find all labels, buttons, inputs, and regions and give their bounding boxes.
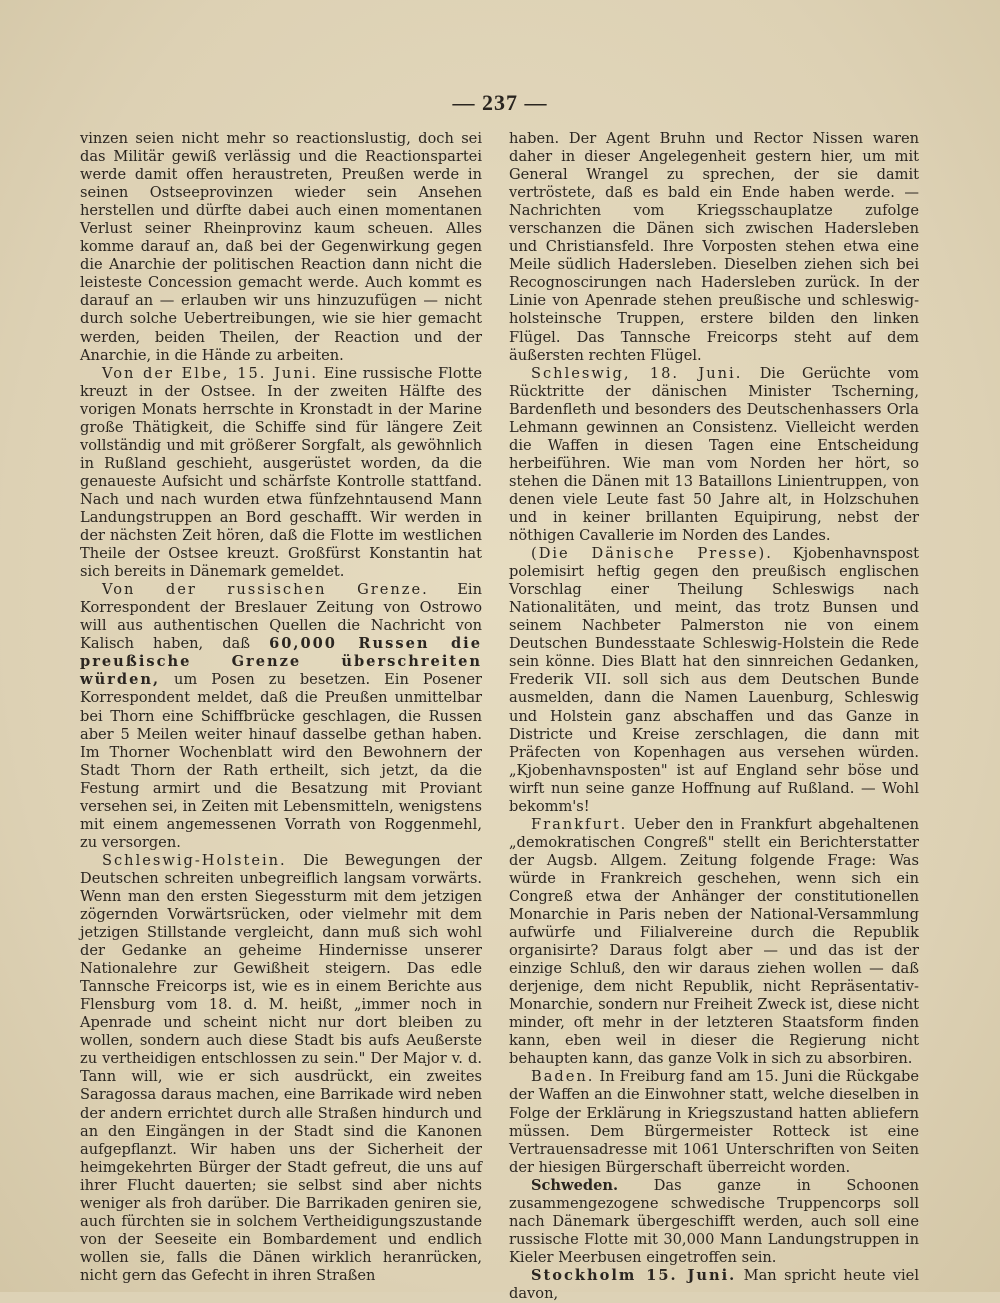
- page-number: — 237 —: [452, 90, 548, 115]
- dateline: Schleswig, 18. Juni.: [531, 364, 743, 382]
- dateline: Stockholm 15. Juni.: [531, 1266, 737, 1284]
- dateline: Von der Elbe, 15. Juni.: [102, 364, 319, 382]
- dateline: Von der russischen Grenze.: [102, 581, 429, 599]
- article-paragraph: Frankfurt. Ueber den in Frankfurt abgehaltenen „demokratischen Congreß" stellt ein Berichterstatter der Augsb. Allgem. Zeitung folgende Frage: Was würde in Frankreich geschehen, wenn sich ein Congreß etwa der Anhänger der constitutionellen Monarchie in Paris neben der National-Versammlung aufwürfe und Filialvereine durch die Republik organisirte? Daraus folgt aber — und das ist der einzige Schluß, den wir daraus ziehen wollen — daß derjenige, dem nicht Republik, nicht Repräsentativ-Monarchie, sondern nur Freiheit Zweck ist, diese nicht minder, oft mehr in der letzteren Staatsform finden kann, eben weil in dieser die Regierung nicht behaupten kann, das ganze Volk in sich zu absorbiren.: [509, 815, 919, 1068]
- dateline: Schleswig-Holstein.: [102, 851, 287, 869]
- dateline: Frankfurt.: [531, 815, 628, 833]
- article-paragraph: Baden. In Freiburg fand am 15. Juni die Rückgabe der Waffen an die Einwohner statt, welche dieselben in Folge der Erklärung in Kriegszustand hatten abliefern müssen. Dem Bürgermeister Rotteck ist eine Vertrauensadresse mit 1061 Unterschriften von Seiten der hiesigen Bürgerschaft überreicht worden.: [509, 1068, 919, 1176]
- left-column: [80, 130, 482, 1285]
- emphasis-text: 60,000 Russen die preußische Grenze überschreiten würden,: [80, 635, 483, 689]
- dateline: Baden.: [531, 1068, 595, 1086]
- article-paragraph: Von der russischen Grenze. Ein Korrespondent der Breslauer Zeitung von Ostrowo will aus authentischen Quellen die Nachricht von Kalisch haben, daß 60,000 Russen die preußische Grenze überschreiten würden, um Posen zu besetzen. Ein Posener Korrespondent meldet, daß die Preußen unmittelbar bei Thorn eine Schiffbrücke geschlagen, die Russen aber 5 Meilen weiter hinauf dasselbe gethan haben. Im Thorner Wochenblatt wird den Bewohnern der Stadt Thorn der Rath ertheilt, sich jetzt, da die Festung armirt und die Besatzung mit Proviant versehen sei, in Zeiten mit Lebensmitteln, wenigstens mit einem angemessenen Vorrath von Roggenmehl, zu versorgen.: [80, 581, 483, 851]
- right-column: [509, 130, 919, 1303]
- article-paragraph: Stockholm 15. Juni. Man spricht heute viel davon,: [509, 1266, 919, 1302]
- article-paragraph: Schleswig, 18. Juni. Die Gerüchte vom Rücktritte der dänischen Minister Tscherning, Bardenfleth und besonders des Deutschenhassers Orla Lehmann gewinnen an Consistenz. Vielleicht werden die Waffen in diesen Tagen eine Entscheidung herbeiführen. Wie man vom Norden her hört, so stehen die Dänen mit 13 Bataillons Linientruppen, von denen viele Leute fast 50 Jahre alt, in Holzschuhen und in keiner brillanten Equipirung, nebst der nöthigen Cavallerie im Norden des Landes.: [509, 364, 919, 545]
- article-paragraph: vinzen seien nicht mehr so reactionslustig, doch sei das Militär gewiß verlässig und die Reactionspartei werde damit offen heraustreten, Preußen werde in seinen Ostseeprovinzen wieder sein Ansehen herstellen und dürfte dabei auch einen momentanen Verlust seiner Rheinprovinz kaum scheuen. Alles komme darauf an, daß bei der Gegenwirkung gegen die Anarchie der politischen Reaction dann nicht die leisteste Concession gemacht werde. Auch kommt es darauf an — erlauben wir uns hinzuzufügen — nicht durch solche Uebertreibungen, wie sie hier gemacht werden, beiden Theilen, der Reaction und der Anarchie, in die Hände zu arbeiten.: [80, 130, 482, 364]
- article-paragraph: Von der Elbe, 15. Juni. Eine russische Flotte kreuzt in der Ostsee. In der zweiten Hälfte des vorigen Monats herrschte in Kronstadt in der Marine große Thätigkeit, die Schiffe sind für längere Zeit vollständig und mit größerer Sorgfalt, als gewöhnlich in Rußland geschieht, ausgerüstet worden, da die genaueste Aufsicht und schärfste Kontrolle stattfand. Nach und nach wurden etwa fünfzehntausend Mann Landungstruppen an Bord geschafft. Wir werden in der nächsten Zeit hören, daß die Flotte im westlichen Theile der Ostsee kreuzt. Großfürst Konstantin hat sich bereits in Dänemark gemeldet.: [80, 364, 482, 581]
- article-paragraph: Schleswig-Holstein. Die Bewegungen der Deutschen schreiten unbegreiflich langsam vorwärts. Wenn man den ersten Siegessturm mit dem jetzigen zögernden Vorwärtsrücken, oder vielmehr mit dem jetzigen Stillstande vergleicht, dann muß sich wohl der Gedanke an geheime Hindernisse unserer Nationalehre zur Gewißheit steigern. Das edle Tannsche Freicorps ist, wie es in einem Berichte aus Flensburg vom 18. d. M. heißt, „immer noch in Apenrade und scheint nicht nur dort bleiben zu wollen, sondern auch diese Stadt bis aufs Aeußerste zu vertheidigen entschlossen zu sein." Der Major v. d. Tann will, wie er sich ausdrückt, ein zweites Saragossa daraus machen, eine Barrikade wird neben der andern errichtet durch alle Straßen hindurch und an den Eingängen in der Stadt sind die Kanonen aufgepflanzt. Wir haben uns der Sicherheit der heimgekehrten Bürger der Stadt gefreut, die uns auf ihrer Flucht dauerten; sie selbst sind aber nichts weniger als froh darüber. Die Barrikaden geniren sie, auch fürchten sie in solchem Vertheidigungszustande von der Seeseite ein Bombardement und endlich wollen sie, falls die Dänen wirklich heranrücken, nicht gern das Gefecht in ihren Straßen: [80, 851, 482, 1284]
- article-paragraph: (Die Dänische Presse). Kjobenhavnspost polemisirt heftig gegen den preußisch englischen Vorschlag einer Theilung Schleswigs nach Nationalitäten, und meint, das trotz Bunsen und seinem Nachbeter Palmerston nie von einem Deutschen Bundesstaate Schleswig-Holstein die Rede sein könne. Dies Blatt hat den sinnreichen Gedanken, Frederik VII. soll sich aus dem Deutschen Bunde ausmelden, dann die Namen Lauenburg, Schleswig und Holstein ganz abschaffen und das Ganze in Districte und Kreise zerschlagen, die dann mit Präfecten von Kopenhagen aus versehen würden. „Kjobenhavnsposten" ist auf England sehr böse und wirft nun seine ganze Hoffnung auf Rußland. — Wohl bekomm's!: [509, 545, 919, 815]
- article-paragraph: haben. Der Agent Bruhn und Rector Nissen waren daher in dieser Angelegenheit gestern hier, um mit General Wrangel zu sprechen, der sie damit vertröstete, daß es bald ein Ende haben werde. — Nachrichten vom Kriegsschauplatze zufolge verschanzen die Dänen sich zwischen Hadersleben und Christiansfeld. Ihre Vorposten stehen etwa eine Meile südlich Hadersleben. Dieselben ziehen sich bei Recognoscirungen nach Hadersleben zurück. In der Linie von Apenrade stehen preußische und schleswig-holsteinsche Truppen, erstere bilden den linken Flügel. Das Tannsche Freicorps steht auf dem äußersten rechten Flügel.: [509, 130, 919, 364]
- article-paragraph: Schweden. Das ganze in Schoonen zusammengezogene schwedische Truppencorps soll nach Dänemark übergeschifft werden, auch soll eine russische Flotte mit 30,000 Mann Landungstruppen in Kieler Meerbusen eingetroffen sein.: [509, 1176, 919, 1266]
- dateline: Schweden.: [531, 1176, 619, 1194]
- dateline: (Die Dänische Presse).: [531, 545, 773, 563]
